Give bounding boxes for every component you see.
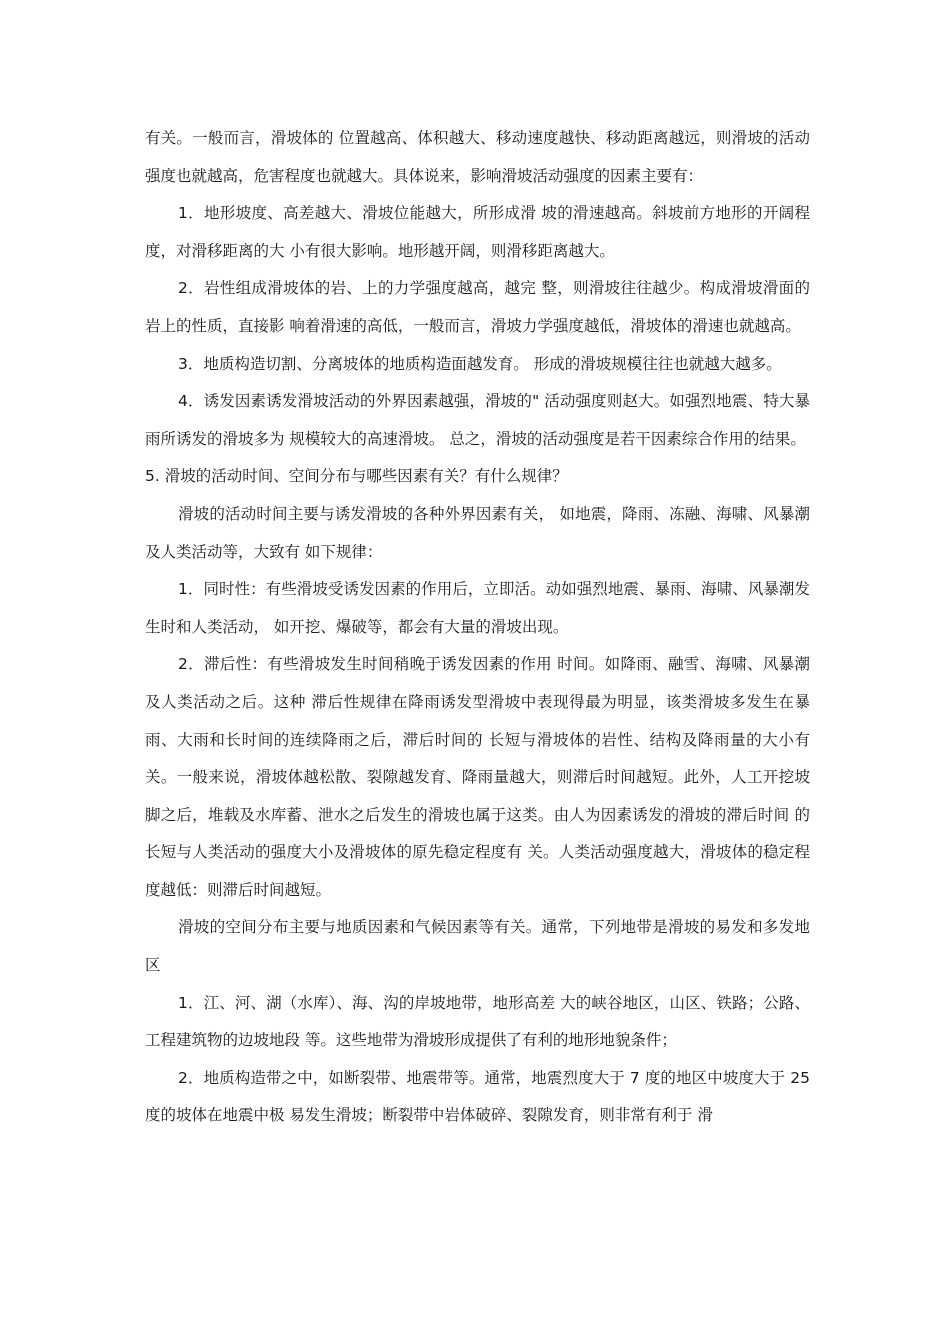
- paragraph-lag: 2．滞后性：有些滑坡发生时间稍晚于诱发因素的作用 时间。如降雨、融雪、海啸、风暴潮及人类活动之后。这种 滞后性规律在降雨诱发型滑坡中表现得最为明显，该类滑坡多发生在暴雨、大雨和长时间的连续降雨之后，滞后时间的 长短与滑坡体的岩性、结构及降雨量的大小有关。一般来说，滑坡体越松散、裂隙越发育、降雨量越大，则滞后时间越短。此外，人工开挖坡脚之后，堆载及水库蓄、泄水之后发生的滑坡也属于这类。由人为因素诱发的滑坡的滞后时间 的长短与人类活动的强度大小及滑坡体的原先稳定程度有 关。人类活动强度越大，滑坡体的稳定程度越低：则滞后时间越短。: [145, 655, 810, 899]
- paragraph-time-intro: 滑坡的活动时间主要与诱发滑坡的各种外界因素有关， 如地震，降雨、冻融、海啸、风暴潮及人类活动等，大致有 如下规律：: [145, 504, 810, 561]
- paragraph-intro: 有关。一般而言，滑坡体的 位置越高、体积越大、移动速度越快、移动距离越远，则滑坡的活动强度也就越高，危害程度也就越大。具体说来，影响滑坡活动强度的因素主要有：: [145, 129, 810, 185]
- paragraph-space-intro: 滑坡的空间分布主要与地质因素和气候因素等有关。通常，下列地带是滑坡的易发和多发地区: [145, 918, 810, 975]
- paragraph-space-banks: 1．江、河、湖（水库）、海、沟的岸坡地带，地形高差 大的峡谷地区，山区、铁路；公路、工程建筑物的边坡地段 等。这些地带为滑坡形成提供了有利的地形地貌条件；: [145, 993, 810, 1050]
- paragraph-factor-lithology: 2．岩性组成滑坡体的岩、上的力学强度越高，越完 整，则滑坡往往越少。构成滑坡滑面的岩上的性质，直接影 响着滑速的高低，一般而言，滑坡力学强度越低，滑坡体的滑速也就越高。: [145, 279, 810, 335]
- paragraph-factor-trigger: 4．诱发因素诱发滑坡活动的外界因素越强，滑坡的" 活动强度则赵大。如强烈地震、特大暴雨所诱发的滑坡多为 规模较大的高速滑坡。 总之，滑坡的活动强度是若干因素综合作用的结果。: [145, 392, 810, 448]
- paragraph-simultaneity: 1．同时性：有些滑坡受诱发因素的作用后，立即活。动如强烈地震、暴雨、海啸、风暴潮发生时和人类活动， 如开挖、爆破等，都会有大量的滑坡出现。: [145, 580, 810, 636]
- paragraph-space-structure: 2．地质构造带之中，如断裂带、地震带等。通常，地震烈度大于 7 度的地区中坡度大于 25 度的坡体在地震中极 易发生滑坡；断裂带中岩体破碎、裂隙发育，则非常有利于 滑: [145, 1068, 810, 1125]
- paragraph-factor-terrain: 1．地形坡度、高差越大、滑坡位能越大，所形成滑 坡的滑速越高。斜坡前方地形的开阔程度，对滑移距离的大 小有很大影响。地形越开阔，则滑移距离越大。: [145, 204, 810, 260]
- paragraph-factor-structure: 3．地质构造切割、分离坡体的地质构造面越发育。 形成的滑坡规模往往也就越大越多。: [178, 354, 782, 373]
- document-body: [145, 120, 810, 1135]
- section-heading-5: 5. 滑坡的活动时间、空间分布与哪些因素有关？有什么规律？: [145, 467, 568, 486]
